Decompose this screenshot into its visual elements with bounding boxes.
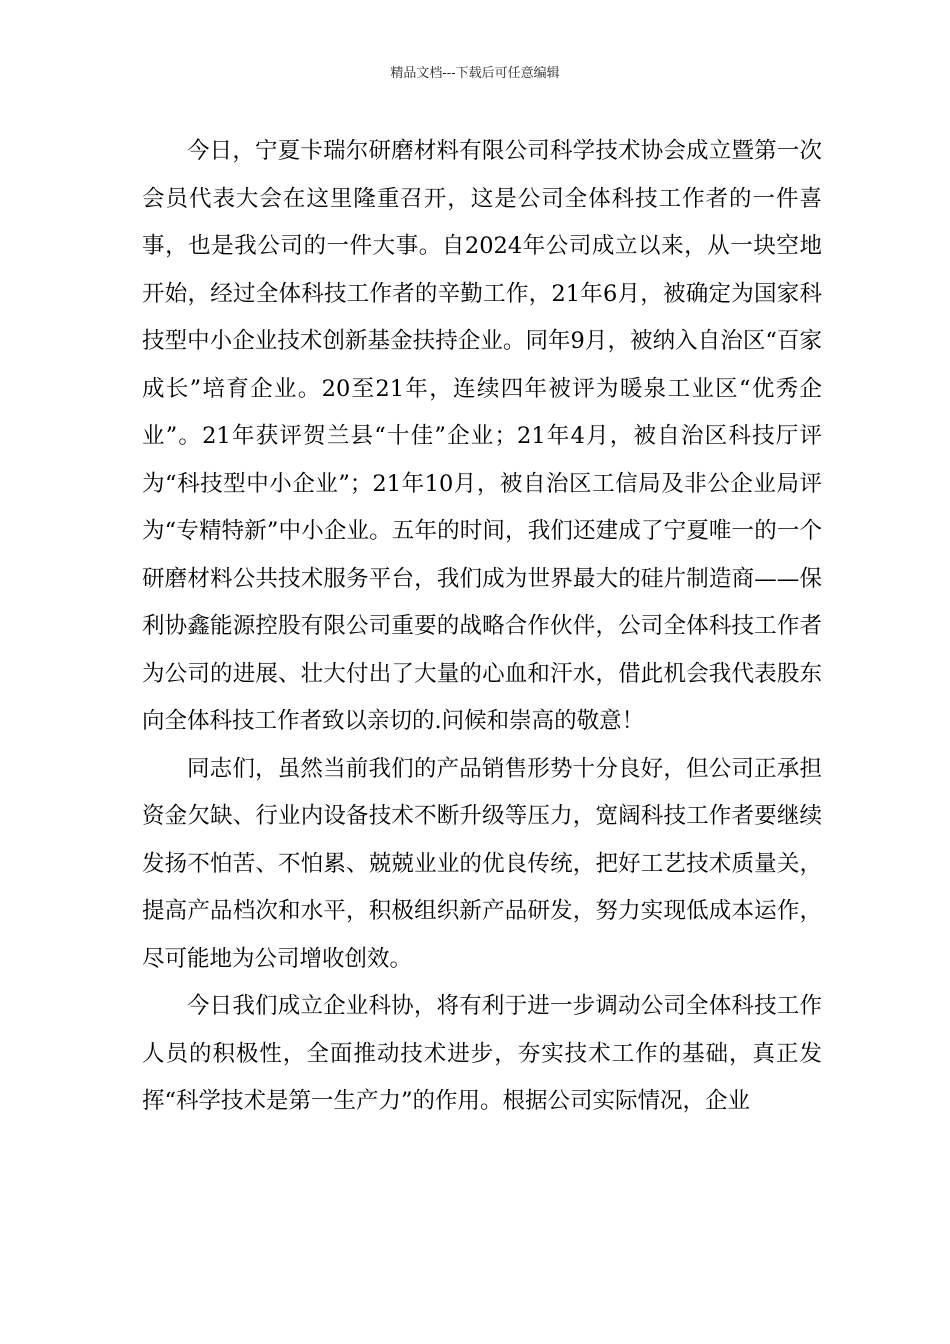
paragraph-1: 今日，宁夏卡瑞尔研磨材料有限公司科学技术协会成立暨第一次会员代表大会在这里隆重召开，这是公司全体科技工作者的一件喜事，也是我公司的一件大事。自2024年公司成立以来，从一块空地开始，经过全体科技工作者的辛勤工作，21年6月，被确定为国家科技型中小企业技术创新基金扶持企业。同年9月，被纳入自治区“百家成长”培育企业。20至21年，连续四年被评为暖泉工业区“优秀企业”。21年获评贺兰县“十佳”企业；21年4月，被自治区科技厅评为“科技型中小企业”；21年10月，被自治区工信局及非公企业局评为“专精特新”中小企业。五年的时间，我们还建成了宁夏唯一的一个研磨材料公共技术服务平台，我们成为世界最大的硅片制造商——保利协鑫能源控股有限公司重要的战略合作伙伴，公司全体科技工作者为公司的进展、壮大付出了大量的心血和汗水，借此机会我代表股东向全体科技工作者致以亲切的.问候和崇高的敬意！ [142, 138, 822, 734]
page-header: 精品文档---下载后可任意编辑 [390, 66, 560, 81]
paragraph-3: 今日我们成立企业科协，将有利于进一步调动公司全体科技工作人员的积极性，全面推动技术进步，夯实技术工作的基础，真正发挥“科学技术是第一生产力”的作用。根据公司实际情况，企业 [142, 993, 822, 1114]
document-body [142, 128, 822, 1126]
paragraph-2: 同志们，虽然当前我们的产品销售形势十分良好，但公司正承担资金欠缺、行业内设备技术不断升级等压力，宽阔科技工作者要继续发扬不怕苦、不怕累、兢兢业业的优良传统，把好工艺技术质量关，提高产品档次和水平，积极组织新产品研发，努力实现低成本运作，尽可能地为公司增收创效。 [142, 755, 822, 972]
